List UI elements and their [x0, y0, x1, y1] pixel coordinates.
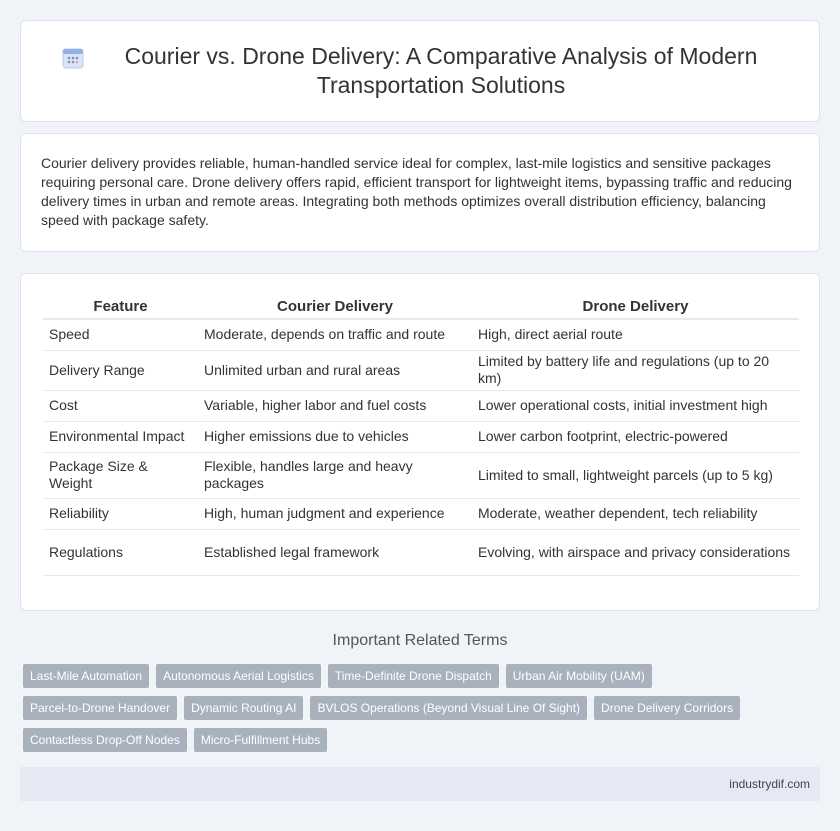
table-row — [43, 350, 799, 390]
related-terms-tags — [23, 664, 823, 760]
table-row — [43, 498, 799, 529]
tag-link[interactable]: Last-Mile Automation — [23, 664, 149, 688]
table-row — [43, 529, 799, 575]
tag-link[interactable]: Contactless Drop-Off Nodes — [23, 728, 187, 752]
row-courier: Moderate, depends on traffic and route — [198, 319, 472, 350]
tag-link[interactable]: Micro-Fulfillment Hubs — [194, 728, 327, 752]
table-row — [43, 421, 799, 452]
table-row — [43, 390, 799, 421]
row-courier: Variable, higher labor and fuel costs — [198, 390, 472, 421]
tag-link[interactable]: Urban Air Mobility (UAM) — [506, 664, 652, 688]
footer-site[interactable]: industrydif.com — [729, 777, 810, 791]
row-feature: Cost — [43, 390, 198, 421]
calendar-grid-icon — [61, 46, 85, 70]
page-title: Courier vs. Drone Delivery: A Comparative Analysis of Modern Transportation Solutions — [124, 43, 758, 98]
table-header-row — [43, 294, 799, 319]
tag-link[interactable]: Time-Definite Drone Dispatch — [328, 664, 499, 688]
row-courier: Higher emissions due to vehicles — [198, 421, 472, 452]
row-feature: Regulations — [43, 529, 198, 575]
row-drone: Limited by battery life and regulations (up to 20 km) — [472, 350, 799, 390]
tag-link[interactable]: Drone Delivery Corridors — [594, 696, 740, 720]
row-drone: Lower carbon footprint, electric-powered — [472, 421, 799, 452]
row-drone: Moderate, weather dependent, tech reliability — [472, 498, 799, 529]
row-courier: Flexible, handles large and heavy packages — [198, 452, 472, 498]
intro-card — [20, 133, 820, 252]
header-drone: Drone Delivery — [472, 294, 799, 319]
intro-paragraph: Courier delivery provides reliable, human-handled service ideal for complex, last-mile logistics and sensitive packages requiring personal care. Drone delivery offers rapid, efficient transport for lightweight items, bypassing traffic and reducing delivery times in urban and remote areas. Integrating both methods optimizes overall distribution efficiency, balancing speed with package safety. — [41, 155, 792, 228]
row-drone: High, direct aerial route — [472, 319, 799, 350]
comparison-table-card — [20, 273, 820, 611]
tag-link[interactable]: Autonomous Aerial Logistics — [156, 664, 321, 688]
tag-row — [23, 696, 823, 720]
table-row — [43, 319, 799, 350]
tag-link[interactable]: Dynamic Routing AI — [184, 696, 303, 720]
row-drone: Lower operational costs, initial investment high — [472, 390, 799, 421]
header-feature: Feature — [43, 294, 198, 319]
row-feature: Environmental Impact — [43, 421, 198, 452]
row-feature: Speed — [43, 319, 198, 350]
header-courier: Courier Delivery — [198, 294, 472, 319]
footer — [20, 767, 820, 801]
row-feature: Package Size & Weight — [43, 452, 198, 498]
row-feature: Reliability — [43, 498, 198, 529]
row-courier: Established legal framework — [198, 529, 472, 575]
row-feature: Delivery Range — [43, 350, 198, 390]
row-drone: Evolving, with airspace and privacy considerations — [472, 529, 799, 575]
tag-row — [23, 728, 823, 752]
table-row — [43, 452, 799, 498]
title-card — [20, 20, 820, 122]
tag-row — [23, 664, 823, 688]
row-courier: High, human judgment and experience — [198, 498, 472, 529]
row-courier: Unlimited urban and rural areas — [198, 350, 472, 390]
tag-link[interactable]: BVLOS Operations (Beyond Visual Line Of Sight) — [310, 696, 587, 720]
comparison-table — [43, 294, 799, 576]
related-terms-title: Important Related Terms — [332, 632, 508, 649]
tag-link[interactable]: Parcel-to-Drone Handover — [23, 696, 177, 720]
row-drone: Limited to small, lightweight parcels (up to 5 kg) — [472, 452, 799, 498]
